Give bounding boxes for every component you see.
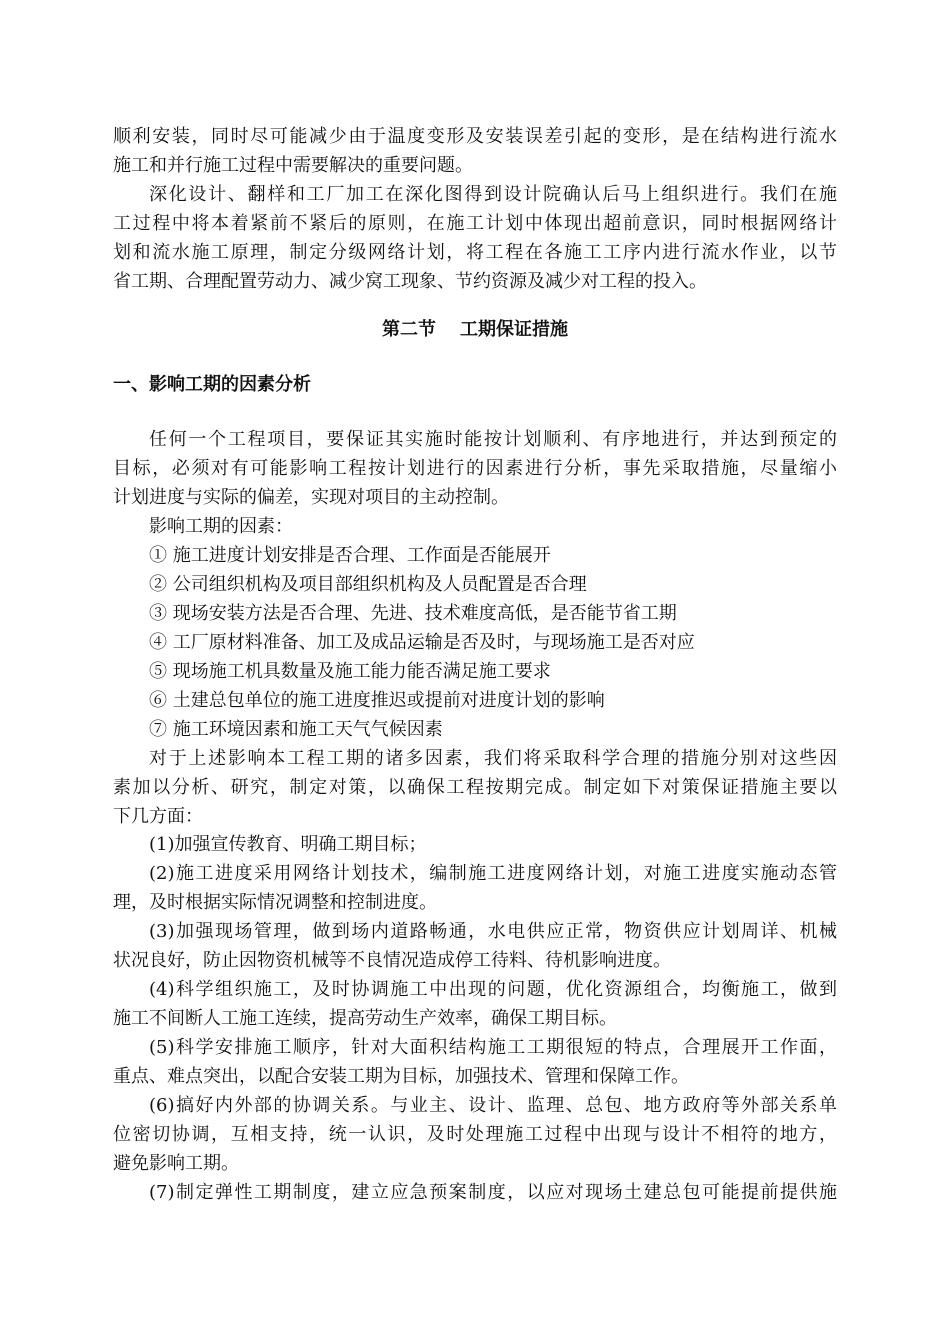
- text-line: 省工期、合理配置劳动力、减少窝工现象、节约资源及减少对工程的投入。: [113, 271, 707, 292]
- measure-item: (2)施工进度采用网络计划技术，编制施工进度网络计划，对施工进度实施动态管: [149, 863, 837, 884]
- intro-paragraph-2: [113, 180, 837, 296]
- list-item: ② 公司组织机构及项目部组织机构及人员配置是否合理: [149, 574, 587, 595]
- list-item: ④ 工厂原材料准备、加工及成品运输是否及时，与现场施工是否对应: [149, 632, 695, 653]
- section-number: 第二节: [382, 319, 436, 340]
- measures-list: [113, 830, 837, 1207]
- measure-item: (5)科学安排施工顺序，针对大面积结构施工工期很短的特点，合理展开工作面，: [149, 1037, 837, 1058]
- text-line: 计划进度与实际的偏差，实现对项目的主动控制。: [113, 487, 509, 508]
- section-heading: [0, 315, 950, 344]
- measure-item: (7)制定弹性工期制度，建立应急预案制度，以应对现场土建总包可能提前提供施: [149, 1182, 837, 1203]
- text-line: 素加以分析、研究，制定对策，以确保工程按期完成。制定如下对策保证措施主要以: [113, 777, 837, 798]
- text-line: 重点、难点突出，以配合安装工期为目标，加强技术、管理和保障工作。: [113, 1066, 689, 1087]
- text-line: 任何一个工程项目，要保证其实施时能按计划顺利、有序地进行，并达到预定的: [149, 429, 837, 450]
- analysis-paragraph: [113, 425, 837, 512]
- measure-item: (4)科学组织施工，及时协调施工中出现的问题，优化资源组合，均衡施工，做到: [149, 979, 837, 1000]
- text-line: 避免影响工期。: [113, 1153, 239, 1174]
- text-line: 对于上述影响本工程工期的诸多因素，我们将采取科学合理的措施分别对这些因: [149, 748, 837, 769]
- section-title: 工期保证措施: [460, 319, 568, 340]
- text-line: 下几方面：: [113, 806, 203, 827]
- measure-item: (3)加强现场管理，做到场内道路畅通，水电供应正常，物资供应计划周详、机械: [149, 921, 837, 942]
- text-line: 目标，必须对有可能影响工程按计划进行的因素进行分析，事先采取措施，尽量缩小: [113, 458, 837, 479]
- measure-item: (6)搞好内外部的协调关系。与业主、设计、监理、总包、地方政府等外部关系单: [149, 1095, 837, 1116]
- response-paragraph: [113, 744, 837, 831]
- list-item: ⑦ 施工环境因素和施工天气气候因素: [149, 719, 443, 740]
- text-line: 工过程中将本着紧前不紧后的原则，在施工计划中体现出超前意识，同时根据网络计: [113, 213, 837, 234]
- text-line: 施工不间断人工施工连续，提高劳动生产效率，确保工期目标。: [113, 1008, 617, 1029]
- list-item: ③ 现场安装方法是否合理、先进、技术难度高低，是否能节省工期: [149, 603, 677, 624]
- text-line: 深化设计、翻样和工厂加工在深化图得到设计院确认后马上组织进行。我们在施: [149, 184, 837, 205]
- text-line: 划和流水施工原理，制定分级网络计划，将工程在各施工工序内进行流水作业，以节: [113, 242, 837, 263]
- text-line: 施工和并行施工过程中需要解决的重要问题。: [113, 155, 473, 176]
- list-item: ⑤ 现场施工机具数量及施工能力能否满足施工要求: [149, 661, 551, 682]
- intro-paragraph-1: [113, 122, 837, 180]
- list-item: ① 施工进度计划安排是否合理、工作面是否能展开: [149, 545, 551, 566]
- text-line: 位密切协调，互相支持，统一认识，及时处理施工过程中出现与设计不相符的地方，: [113, 1124, 837, 1145]
- text-line: 状况良好，防止因物资机械等不良情况造成停工待料、待机影响进度。: [113, 950, 671, 971]
- subsection-heading: 一、影响工期的因素分析: [113, 374, 311, 395]
- text-line: 顺利安装，同时尽可能减少由于温度变形及安装误差引起的变形，是在结构进行流水: [113, 126, 837, 147]
- measure-item: (1)加强宣传教育、明确工期目标；: [149, 834, 427, 855]
- factors-label: 影响工期的因素：: [149, 516, 293, 537]
- text-line: 理，及时根据实际情况调整和控制进度。: [113, 892, 437, 913]
- list-item: ⑥ 土建总包单位的施工进度推迟或提前对进度计划的影响: [149, 690, 605, 711]
- factors-list: [113, 512, 837, 744]
